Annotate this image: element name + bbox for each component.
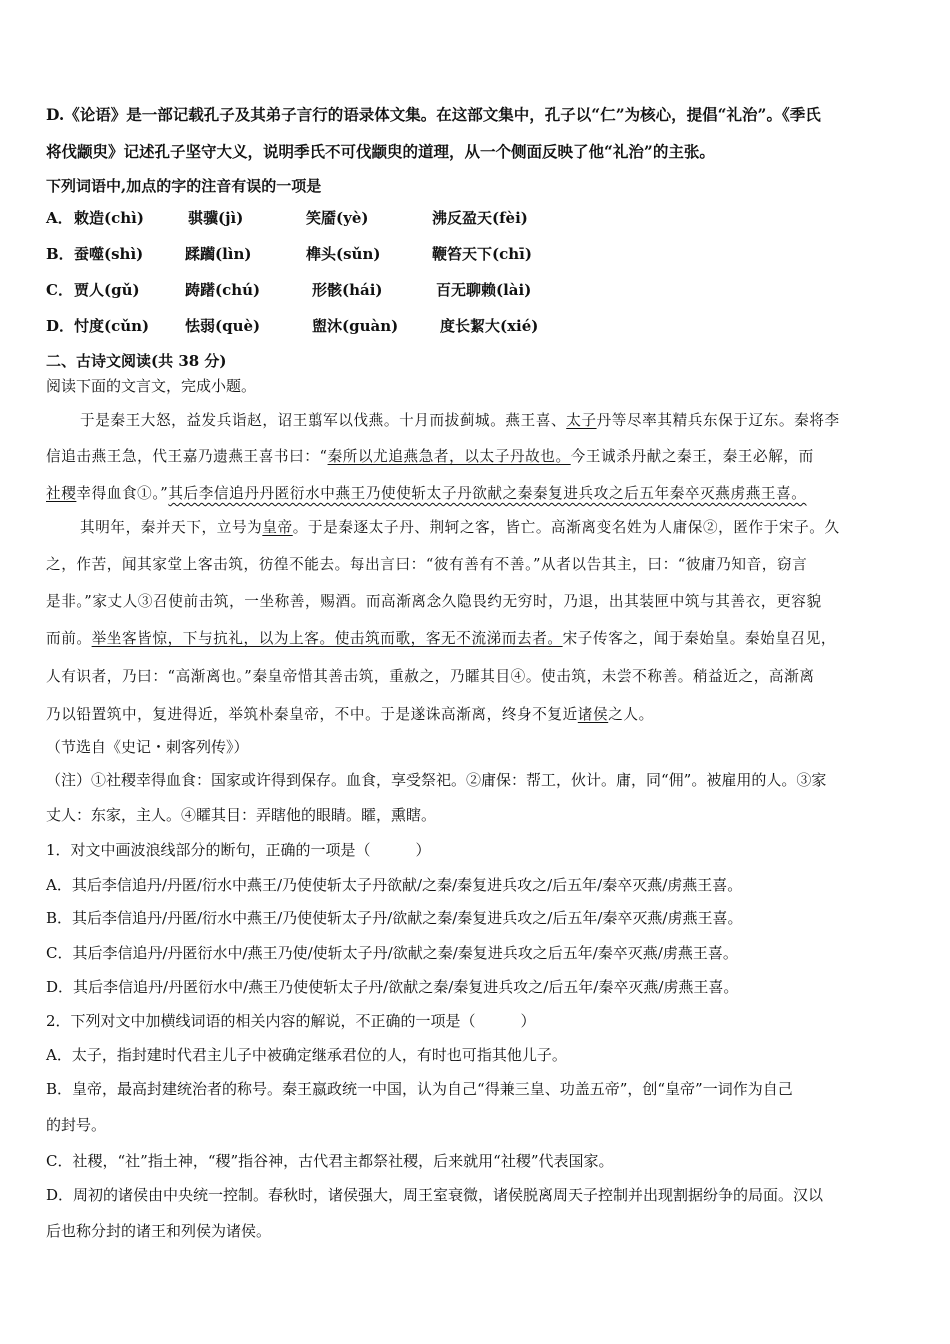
passage-p2-line4 [46, 627, 836, 648]
passage-p1-line2 [46, 445, 814, 466]
text-run: 于是秦王大怒，益发兵诣赵，诏王翦军以伐燕。十月而拔蓟城。燕王喜、 [80, 412, 567, 429]
question-2-option-b-line1: B．皇帝，最高封建统治者的称号。秦王嬴政统一中国，认为自己“得兼三皇、功盖五帝”，创“皇帝”一词作为自己 [46, 1080, 793, 1098]
text-run: 信追击燕王急，代王嘉乃遗燕王喜书曰：“ [46, 448, 328, 465]
question-2-stem: 2．下列对文中加横线词语的相关内容的解说，不正确的一项是（ ） [46, 1012, 536, 1030]
question-1-option-a: A．其后李信追丹/丹匿/衍水中燕王/乃使使斩太子丹欲献/之秦/秦复进兵攻之/后五年/秦卒灭燕/虏燕王喜。 [46, 876, 743, 894]
underlined-term-huangdi: 皇帝 [262, 519, 293, 536]
option-item: 敕造(chì) [74, 209, 144, 227]
passage-p2-line2: 之，作苦，闻其家堂上客击筑，彷徨不能去。每出言曰：“彼有善有不善。”从者以告其主，曰：“彼庸乃知音，窃言 [46, 556, 808, 573]
text-run: 幸得血食①。” [76, 485, 169, 502]
passage-p2-line5: 人有识者，乃曰：“高渐离也。”秦皇帝惜其善击筑，重赦之，乃矐其目④。使击筑，未尝不称善。稍益近之，高渐离 [46, 668, 815, 685]
option-item: 贾人(gǔ) [74, 281, 140, 299]
passage-p1-line3 [46, 482, 806, 503]
section-intro: 阅读下面的文言文，完成小题。 [46, 377, 257, 395]
option-item: 榫头(sǔn) [306, 245, 381, 263]
passage-p2-line6 [46, 703, 654, 724]
underlined-sentence: 秦所以尤追燕急者，以太子丹故也。 [327, 448, 571, 465]
question-2-option-c: C．社稷，“社”指土神，“稷”指谷神，古代君主都祭社稷，后来就用“社稷”代表国家。 [46, 1152, 614, 1170]
option-label: A． [46, 209, 73, 227]
text-run: 丹等尽率其精兵东保于辽东。秦将李 [596, 412, 840, 429]
passage-note-line1: （注）①社稷幸得血食：国家或许得到保存。血食，享受祭祀。②庸保：帮工，伙计。庸，同“佣”。被雇用的人。③家 [46, 771, 827, 789]
text-run: 乃以铅置筑中，复进得近，举筑朴秦皇帝，不中。于是遂诛高渐离，终身不复近 [46, 706, 578, 723]
pinyin-question-stem: 下列词语中,加点的字的注音有误的一项是 [46, 177, 322, 195]
underlined-term-sheji: 社稷 [46, 485, 77, 502]
question-1-option-c: C．其后李信追丹/丹匿衍水中/燕王乃使/使斩太子丹/欲献之秦/秦复进兵攻之后五年/秦卒灭燕/虏燕王喜。 [46, 944, 738, 962]
option-label: D． [46, 317, 75, 335]
option-item: 蹂躏(lìn) [185, 245, 252, 263]
option-item: 鞭笞天下(chī) [432, 245, 532, 263]
prev-option-d-line1: D.《论语》是一部记载孔子及其弟子言行的语录体文集。在这部文集中，孔子以“仁”为核心，提倡“礼治”。《季氏 [46, 105, 821, 124]
passage-p1-line1 [80, 409, 840, 430]
passage-source: （节选自《史记・刺客列传》） [46, 738, 249, 756]
question-1-stem: 1．对文中画波浪线部分的断句，正确的一项是（ ） [46, 841, 431, 859]
option-item: 百无聊赖(lài) [436, 281, 532, 299]
question-2-option-b-line2: 的封号。 [46, 1116, 107, 1134]
option-label: B． [46, 245, 74, 263]
prev-option-d-line2: 将伐颛臾》记述孔子坚守大义，说明季氏不可伐颛臾的道理，从一个侧面反映了他“礼治”的主张。 [46, 142, 715, 161]
option-item: 度长絜大(xié) [440, 317, 539, 335]
option-item: 骐骥(jì) [188, 209, 244, 227]
section-heading: 二、古诗文阅读(共 38 分) [46, 352, 227, 370]
option-item: 盥沐(guàn) [312, 317, 399, 335]
text-run: 之人。 [608, 706, 654, 723]
option-label: C． [46, 281, 73, 299]
option-item: 沸反盈天(fèi) [432, 209, 528, 227]
text-run: 宋子传客之，闻于秦始皇。秦始皇召见， [562, 630, 837, 647]
text-run: 其明年，秦并天下，立号为 [80, 519, 263, 536]
option-item: 忖度(cǔn) [74, 317, 150, 335]
question-1-option-b: B．其后李信追丹/丹匿/衍水中燕王/乃使使斩太子丹/欲献之秦/秦复进兵攻之/后五年/秦卒灭燕/虏燕王喜。 [46, 909, 743, 927]
passage-note-line2: 丈人：东家，主人。④矐其目：弄瞎他的眼睛。矐，熏瞎。 [46, 806, 437, 824]
text-run: 今王诚杀丹献之秦王，秦王必解，而 [570, 448, 814, 465]
underlined-term-taizi: 太子 [566, 412, 597, 429]
question-2-option-d-line2: 后也称分封的诸王和列侯为诸侯。 [46, 1222, 272, 1240]
question-2-option-a: A．太子，指封建时代君主儿子中被确定继承君位的人，有时也可指其他儿子。 [46, 1046, 567, 1064]
text-run: 。于是秦逐太子丹、荆轲之客，皆亡。高渐离变名姓为人庸保②，匿作于宋子。久 [292, 519, 840, 536]
passage-p2-line3: 是非。”家丈人③召使前击筑，一坐称善，赐酒。而高渐离念久隐畏约无穷时，乃退，出其装匣中筑与其善衣，更容貌 [46, 593, 822, 610]
underlined-sentence: 举坐客皆惊，下与抗礼，以为上客。使击筑而歌，客无不流涕而去者。 [91, 630, 563, 647]
question-2-option-d-line1: D．周初的诸侯由中央统一控制。春秋时，诸侯强大，周王室衰微，诸侯脱离周天子控制并出现割据纷争的局面。汉以 [46, 1186, 824, 1204]
question-1-option-d: D．其后李信追丹/丹匿衍水中/燕王乃使使斩太子丹/欲献之秦/秦复进兵攻之/后五年/秦卒灭燕/虏燕王喜。 [46, 978, 739, 996]
option-item: 形骸(hái) [312, 281, 383, 299]
option-item: 怯弱(què) [185, 317, 261, 335]
underlined-term-zhuhou: 诸侯 [577, 706, 609, 723]
passage-p2-line1 [80, 516, 840, 537]
wavy-underlined-sentence: 其后李信追丹丹匿衍水中燕王乃使使斩太子丹欲献之秦秦复进兵攻之后五年秦卒灭燕虏燕王喜。 [168, 485, 807, 502]
text-run: 而前。 [46, 630, 92, 647]
option-item: 蚕噬(shì) [74, 245, 144, 263]
option-item: 踌躇(chú) [185, 281, 261, 299]
option-item: 笑靥(yè) [306, 209, 369, 227]
